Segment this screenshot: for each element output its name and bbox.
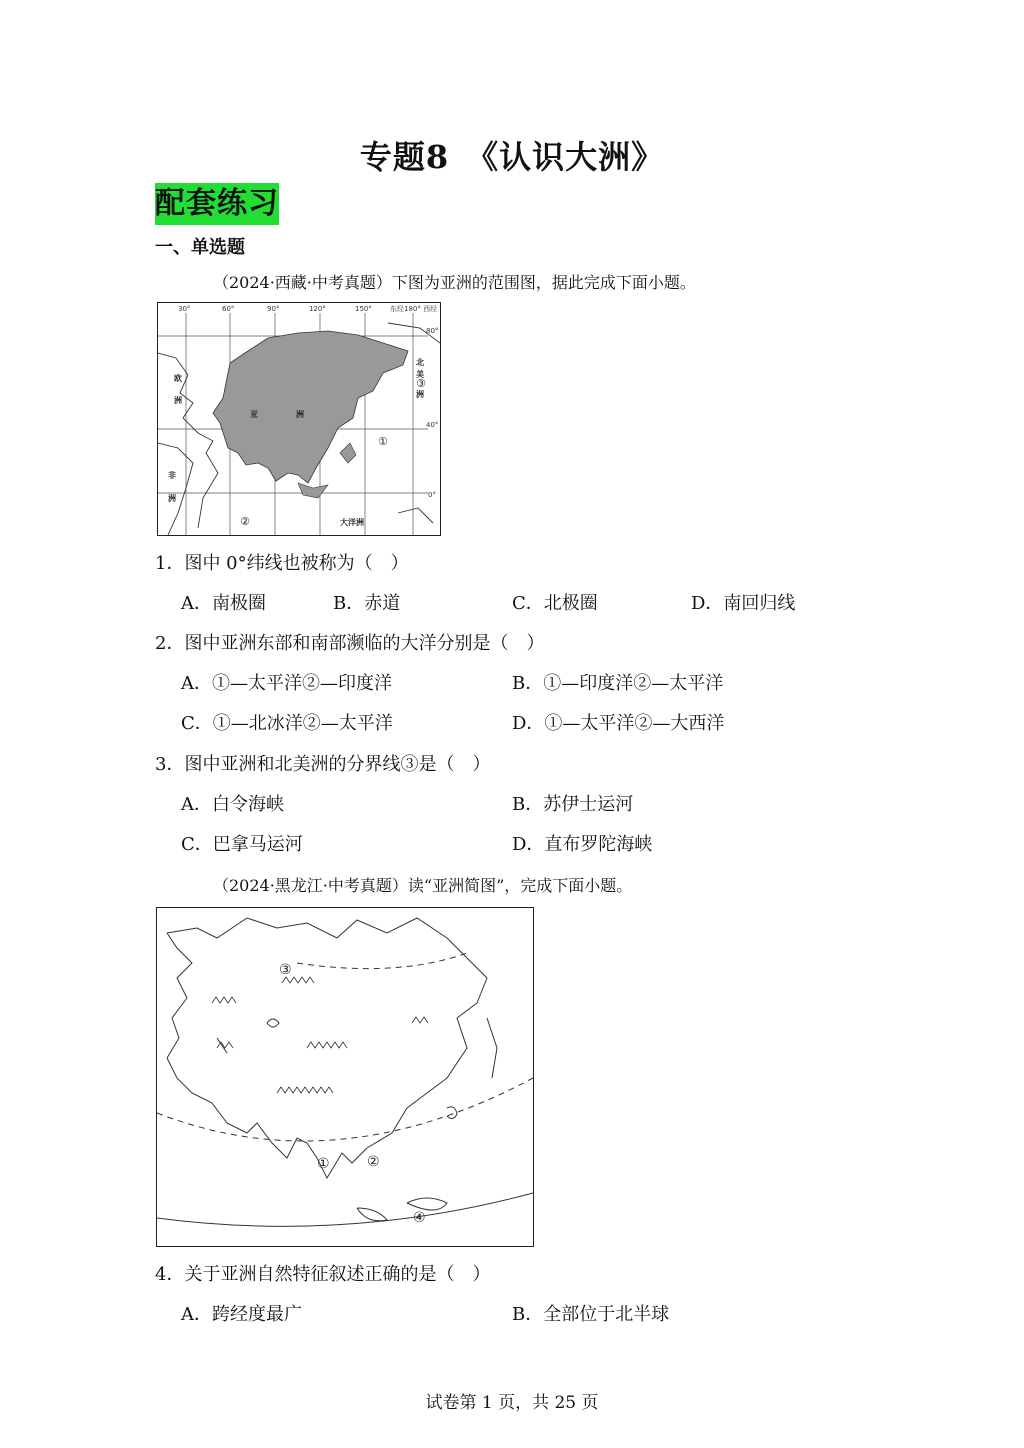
- asia-label-2: 洲: [296, 410, 304, 419]
- ocean-marker-1: ①: [378, 435, 388, 448]
- question-1-stem: 1．图中 0°纬线也被称为（ ）: [155, 553, 409, 574]
- practice-badge: 配套练习: [155, 183, 279, 225]
- q2-option-a[interactable]: A．①—太平洋②—印度洋: [181, 673, 392, 694]
- q2-option-d[interactable]: D．①—太平洋②—大西洋: [512, 713, 725, 734]
- page-title: 专题8 《认识大洲》: [359, 138, 665, 176]
- asia-range-map-figure: [158, 303, 440, 535]
- question-4-stem: 4．关于亚洲自然特征叙述正确的是（ ）: [155, 1264, 491, 1285]
- question-2-stem: 2．图中亚洲东部和南部濒临的大洋分别是（ ）: [155, 633, 545, 654]
- lat-label-40: 40°: [426, 421, 439, 429]
- q3-option-d[interactable]: D．直布罗陀海峡: [512, 834, 653, 855]
- q3-option-b[interactable]: B．苏伊士运河: [512, 794, 634, 815]
- lon-label-180: 东经180° 西经: [390, 305, 438, 313]
- north-america-label-2: 美: [416, 370, 424, 379]
- asia-range-map: [157, 302, 441, 536]
- intro-text-2: （2024·黑龙江·中考真题）读“亚洲简图”，完成下面小题。: [213, 876, 633, 895]
- intro-text-1: （2024·西藏·中考真题）下图为亚洲的范围图，据此完成下面小题。: [213, 273, 696, 292]
- map2-marker-1: ①: [317, 1156, 330, 1172]
- map2-marker-3: ③: [279, 962, 292, 978]
- map2-marker-2: ②: [367, 1154, 380, 1170]
- africa-label-1: 非: [168, 471, 176, 480]
- asia-sketch-map: [156, 907, 534, 1247]
- lat-label-0: 0°: [428, 491, 436, 499]
- section-heading: 一、单选题: [155, 237, 245, 258]
- lon-label-150: 150°: [355, 305, 372, 313]
- north-america-label-3: 洲: [416, 390, 424, 399]
- africa-label-2: 洲: [168, 494, 176, 503]
- lon-label-90: 90°: [267, 305, 280, 313]
- asia-sketch-map-figure: [157, 908, 533, 1246]
- lon-label-120: 120°: [309, 305, 326, 313]
- lat-label-80: 80°: [426, 327, 439, 335]
- q1-option-c[interactable]: C．北极圈: [512, 593, 598, 614]
- q2-option-c[interactable]: C．①—北冰洋②—太平洋: [181, 713, 393, 734]
- page-footer: 试卷第 1 页，共 25 页: [425, 1393, 599, 1413]
- q2-option-b[interactable]: B．①—印度洋②—太平洋: [512, 673, 724, 694]
- asia-landmass: [213, 331, 408, 483]
- question-3-stem: 3．图中亚洲和北美洲的分界线③是（ ）: [155, 754, 491, 775]
- q3-option-c[interactable]: C．巴拿马运河: [181, 834, 303, 855]
- lon-label-30: 30°: [178, 305, 191, 313]
- europe-label-1: 欧: [174, 374, 182, 383]
- north-america-label-1: 北: [416, 358, 424, 367]
- q1-option-d[interactable]: D．南回归线: [691, 593, 796, 614]
- strait-marker-3: ③: [416, 377, 426, 390]
- q4-option-a[interactable]: A．跨经度最广: [181, 1304, 302, 1325]
- asia-label-1: 亚: [250, 410, 258, 419]
- map2-marker-4: ④: [413, 1210, 426, 1226]
- q4-option-b[interactable]: B．全部位于北半球: [512, 1304, 670, 1325]
- ocean-marker-2: ②: [240, 515, 250, 528]
- europe-label-2: 洲: [174, 396, 182, 405]
- q1-option-a[interactable]: A．南极圈: [181, 593, 266, 614]
- q1-option-b[interactable]: B．赤道: [333, 593, 401, 614]
- q3-option-a[interactable]: A．白令海峡: [181, 794, 284, 815]
- oceania-label: 大洋洲: [340, 518, 364, 527]
- lon-label-60: 60°: [222, 305, 235, 313]
